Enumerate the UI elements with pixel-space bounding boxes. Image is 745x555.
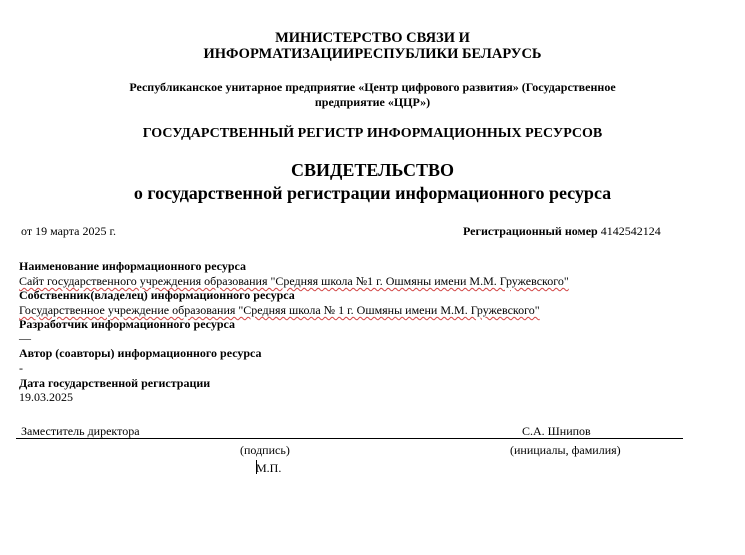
signer-position: Заместитель директора xyxy=(21,424,140,438)
ministry-line-2: ИНФОРМАТИЗАЦИИРЕСПУБЛИКИ БЕЛАРУСЬ xyxy=(203,46,542,62)
resource-name-label: Наименование информационного ресурса xyxy=(19,259,246,273)
register-title: ГОСУДАРСТВЕННЫЙ РЕГИСТР ИНФОРМАЦИОННЫХ РЕСУРСОВ xyxy=(142,126,603,141)
certificate-subtitle: о государственной регистрации информационного ресурса xyxy=(133,183,612,203)
registration-number-value: 4142542124 xyxy=(600,224,661,238)
enterprise-line-2: предприятие «ЦЦР») xyxy=(314,95,431,109)
developer-label: Разработчик информационного ресурса xyxy=(19,317,235,331)
owner-label: Собственник(владелец) информационного ресурса xyxy=(19,288,295,302)
enterprise-name xyxy=(0,80,745,110)
ministry-header xyxy=(0,30,745,62)
issue-date: от 19 марта 2025 г. xyxy=(21,224,117,238)
certificate-title: СВИДЕТЕЛЬСТВО xyxy=(290,160,455,180)
initials-caption: (инициалы, фамилия) xyxy=(510,443,621,457)
signature-caption: (подпись) xyxy=(240,443,290,457)
registration-date-value: 19.03.2025 xyxy=(19,390,73,404)
author-value: - xyxy=(19,361,23,375)
ministry-line-1: МИНИСТЕРСТВО СВЯЗИ И xyxy=(275,30,470,46)
registration-date-label: Дата государственной регистрации xyxy=(19,376,211,390)
registration-number-label: Регистрационный номер xyxy=(463,224,598,238)
signature-line xyxy=(16,438,683,439)
registration-number xyxy=(463,224,661,239)
owner-value: Государственное учреждение образования "Средняя школа № 1 г. Ошмяны имени М.М. Гружевского" xyxy=(19,303,540,317)
resource-name-value: Сайт государственного учреждения образования "Средняя школа №1 г. Ошмяны имени М.М. Гружевского" xyxy=(19,274,569,288)
author-label: Автор (соавторы) информационного ресурса xyxy=(19,346,262,360)
developer-value: — xyxy=(19,331,31,345)
stamp-place: М.П. xyxy=(256,461,282,475)
enterprise-line-1: Республиканское унитарное предприятие «Центр цифрового развития» (Государственное xyxy=(129,80,616,94)
signer-name: С.А. Шнипов xyxy=(522,424,591,438)
